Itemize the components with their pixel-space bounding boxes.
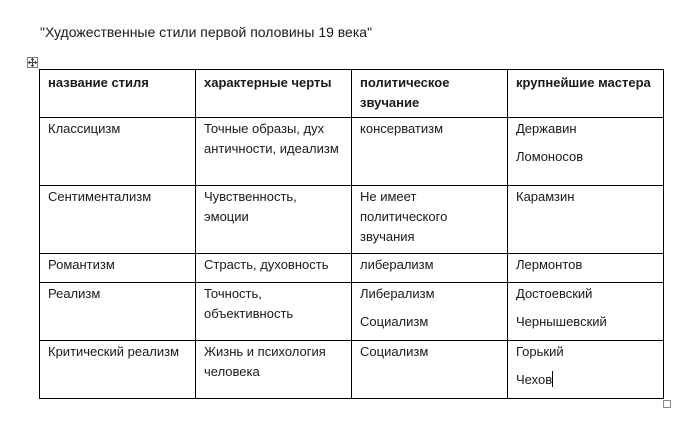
master-entry: Достоевский [516, 286, 593, 301]
cell-politics[interactable] [352, 186, 508, 254]
cell-masters[interactable] [508, 283, 664, 341]
cell-masters[interactable] [508, 118, 664, 186]
cell-politics[interactable] [352, 283, 508, 341]
table-header-row [40, 70, 664, 118]
master-entry: Карамзин [516, 189, 575, 204]
cell-style[interactable]: Классицизм [40, 118, 196, 186]
cell-features[interactable]: Точные образы, дух античности, идеализм [196, 118, 352, 186]
cell-masters[interactable] [508, 186, 664, 254]
cell-politics[interactable] [352, 341, 508, 399]
move-arrows-icon [28, 58, 37, 67]
politics-entry: Социализм [360, 344, 429, 359]
master-entry-with-cursor [516, 370, 657, 390]
master-entry: Чехов [516, 372, 553, 387]
header-political-sound[interactable]: политическое звучание [352, 70, 508, 118]
table-row [40, 254, 664, 283]
header-style-name[interactable]: название стиля [40, 70, 196, 118]
document-title: "Художественные стили первой половины 19 века" [40, 24, 373, 40]
cell-style[interactable]: Реализм [40, 283, 196, 341]
cell-politics[interactable] [352, 254, 508, 283]
table-row [40, 118, 664, 186]
cell-style[interactable]: Критический реализм [40, 341, 196, 399]
cell-features[interactable]: Точность, объективность [196, 283, 352, 341]
cell-style[interactable]: Сентиментализм [40, 186, 196, 254]
table-row [40, 283, 664, 341]
politics-entry: Социализм [360, 314, 429, 329]
text-cursor [552, 371, 553, 387]
cell-style[interactable]: Романтизм [40, 254, 196, 283]
cell-features[interactable]: Чувственность, эмоции [196, 186, 352, 254]
master-entry: Чернышевский [516, 314, 607, 329]
table-move-handle-icon[interactable] [27, 57, 38, 68]
styles-table[interactable] [39, 69, 664, 399]
cell-masters[interactable] [508, 254, 664, 283]
cell-features[interactable]: Жизнь и психология человека [196, 341, 352, 399]
cell-masters[interactable] [508, 341, 664, 399]
table-row [40, 341, 664, 399]
cell-politics[interactable] [352, 118, 508, 186]
politics-entry: Не имеет политического звучания [360, 189, 448, 244]
cell-features[interactable]: Страсть, духовность [196, 254, 352, 283]
table-row [40, 186, 664, 254]
master-entry: Державин [516, 121, 577, 136]
header-masters[interactable]: крупнейшие мастера [508, 70, 664, 118]
master-entry: Лермонтов [516, 257, 583, 272]
politics-entry: либерализм [360, 257, 434, 272]
master-entry: Горький [516, 344, 564, 359]
politics-entry: Либерализм [360, 286, 435, 301]
master-entry: Ломоносов [516, 149, 584, 164]
header-features[interactable]: характерные черты [196, 70, 352, 118]
politics-entry: консерватизм [360, 121, 444, 136]
table-resize-handle-icon[interactable] [663, 400, 671, 408]
